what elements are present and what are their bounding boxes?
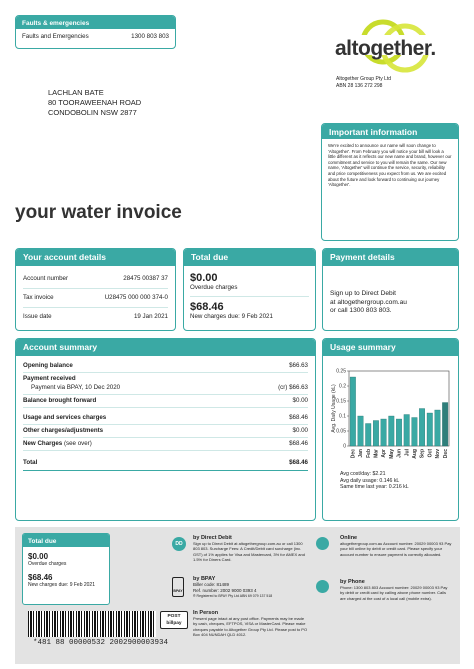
chart-bar <box>389 416 395 446</box>
summary-total-value: $68.46 <box>289 459 308 466</box>
overdue-amount: $0.00 <box>190 272 218 284</box>
account-details-card <box>15 248 176 331</box>
bpay-ref: Ref. number: 2002 9000 0393 4 <box>193 587 257 593</box>
direct-debit-text: Sign up to Direct Debit at altogethergroup.com.au or call 1300 803 803. Surcharge Fees: A Credit/Debit card surcharge (inc. GST) of 1% applies for Visa and Mastercard, 3% for AMEX and 1.5% for Diners Card. <box>193 541 305 563</box>
chart-bar <box>350 377 356 446</box>
chart-bar <box>358 416 364 446</box>
overdue-label: Overdue charges <box>190 284 238 291</box>
phone-title: by Phone <box>340 579 365 585</box>
customer-address <box>48 88 141 118</box>
issue-date-value: 19 Jan 2021 <box>133 313 168 320</box>
bpay-logo: BPAY <box>172 577 184 597</box>
payment-link[interactable]: at altogethergroup.com.au <box>330 298 407 306</box>
chart-x-tick-label: May <box>388 449 395 459</box>
chart-x-tick-label: Feb <box>365 449 372 458</box>
summary-value: $0.00 <box>292 427 308 434</box>
chart-y-tick-label: 0.1 <box>339 413 346 420</box>
usage-stat: Same time last year: 0.216 kL <box>340 484 409 490</box>
faults-phone[interactable]: 1300 803 803 <box>131 33 169 40</box>
chart-x-tick-label: Oct <box>427 449 434 458</box>
chart-x-tick-label: Mar <box>373 449 380 458</box>
stub-total-title: Total due <box>23 534 109 547</box>
payment-line: or call 1300 803 803. <box>330 307 392 314</box>
computer-icon <box>316 537 329 550</box>
phone-icon <box>316 580 329 593</box>
important-info-box <box>321 123 459 241</box>
online-section <box>340 535 452 557</box>
chart-bar <box>412 418 418 447</box>
bpay-note: ® Registered to BPAY Pty Ltd ABN 69 079 137 518 <box>193 593 273 598</box>
usage-summary-card <box>322 338 459 521</box>
tax-invoice-label: Tax invoice <box>23 294 54 301</box>
stub-total-box <box>22 533 110 605</box>
chart-bar <box>435 410 441 446</box>
phone-text: Phone: 1300 803 803 Account number: 20029 00003 93 Pay by debit or credit card by calling above phone number. Calls are charged at the cost of a local call (mobile extra). <box>340 585 448 601</box>
address-line: LACHLAN BATE <box>48 88 104 97</box>
summary-label: Other charges/adjustments <box>23 427 104 434</box>
chart-y-axis-label: Avg. Daily Usage (kL) <box>331 384 337 433</box>
chart-x-tick-label: Dec <box>350 449 357 459</box>
chart-bar <box>396 419 402 446</box>
chart-x-tick-label: Jul <box>404 449 411 457</box>
important-info-title: Important information <box>322 124 458 139</box>
chart-x-tick-label: Apr <box>381 449 388 458</box>
faults-label: Faults and Emergencies <box>22 33 89 40</box>
chart-y-tick-label: 0.05 <box>336 428 346 435</box>
usage-summary-title: Usage summary <box>323 339 458 356</box>
direct-debit-icon: DD <box>172 537 186 551</box>
in-person-section <box>193 610 309 638</box>
stub-new-label: New charges due: 9 Feb 2021 <box>28 582 95 588</box>
address-line: CONDOBOLIN NSW 2877 <box>48 108 137 117</box>
online-text: altogethergroup.com.au Account number: 20029 00003 93 Pay your bill online by debit or credit card. Please specify your account number to ensure payment is correctly allocated. <box>340 541 452 557</box>
bpay-title: by BPAY <box>193 576 216 582</box>
logo-wordmark: altogether. <box>335 37 436 60</box>
company-abn: ABN 28 136 272 298 <box>336 83 383 89</box>
account-summary-title: Account summary <box>16 339 315 356</box>
summary-label: Usage and services charges <box>23 414 107 421</box>
summary-label: New Charges <box>23 440 63 447</box>
chart-bar <box>381 419 387 446</box>
phone-section <box>340 579 452 601</box>
summary-label: Payment via BPAY, 10 Dec 2020 <box>31 384 121 391</box>
usage-stat: Avg cost/day: $2.21 <box>340 471 386 477</box>
important-info-text: We're excited to announce our name will soon change to 'Altogether'. From February you will notice your bill will look a little different as it reflects our new name and brand, however our commitment and service to you will remain the same. Our new name, 'Altogether' will continue the service, security, reliability and price competitiveness you expect from us. We are excited about the future and look forward to continuing our journey 'Altogether'. <box>328 143 452 188</box>
summary-value: $0.00 <box>292 397 308 404</box>
summary-label: Payment received <box>23 375 76 382</box>
faults-title: Faults & emergencies <box>16 16 175 29</box>
stub-new-amount: $68.46 <box>28 573 53 582</box>
chart-bar <box>373 421 379 447</box>
summary-label: Balance brought forward <box>23 397 97 404</box>
chart-x-tick-label: Sep <box>419 449 426 459</box>
chart-y-tick-label: 0.15 <box>336 398 346 405</box>
chart-bar <box>442 403 448 447</box>
chart-x-tick-label: Nov <box>435 449 442 459</box>
summary-note: (see over) <box>63 440 92 447</box>
summary-value: (cr) $66.63 <box>278 384 308 391</box>
chart-y-tick-label: 0.2 <box>339 383 346 390</box>
chart-x-tick-label: Jun <box>396 449 403 458</box>
usage-stat: Avg daily usage: 0.146 kL <box>340 477 400 484</box>
chart-y-tick-label: 0 <box>343 443 346 450</box>
account-summary-card <box>15 338 316 521</box>
in-person-text: Present page intact at any post office. Payments may be made by cash, cheques, EFTPOS, VISA or MasterCard. Please make cheques payable to Altogether Group Pty Ltd. Please post to PO Box 404 NUNDAH QLD 4012. <box>193 616 308 638</box>
summary-value: $68.46 <box>289 440 308 447</box>
chart-bar <box>427 413 433 446</box>
online-title: Online <box>340 535 358 541</box>
post-billpay-logo: POST billpay <box>160 611 188 629</box>
chart-y-tick-label: 0.25 <box>336 368 346 375</box>
payment-details-card <box>322 248 459 331</box>
payment-details-title: Payment details <box>323 249 458 266</box>
chart-bar <box>419 409 425 447</box>
in-person-title: In Person <box>193 610 219 616</box>
summary-label: Opening balance <box>23 362 73 369</box>
summary-value: $66.63 <box>289 362 308 369</box>
new-charges-amount: $68.46 <box>190 301 224 313</box>
invoice-title: your water invoice <box>15 202 182 223</box>
account-number-value: 28475 00387 37 <box>123 275 168 282</box>
chart-bar <box>365 424 371 447</box>
chart-bar <box>404 415 410 447</box>
new-charges-due: New charges due: 9 Feb 2021 <box>190 313 273 320</box>
chart-x-tick-label: Dec <box>442 449 449 459</box>
usage-chart <box>323 359 458 479</box>
company-name: Altogether Group Pty Ltd <box>336 76 392 82</box>
stub-overdue-amount: $0.00 <box>28 552 49 561</box>
issue-date-label: Issue date <box>23 313 52 320</box>
payment-line: Sign up to Direct Debit <box>330 290 396 297</box>
bpay-section <box>193 576 318 599</box>
summary-value: $68.46 <box>289 414 308 421</box>
total-due-title: Total due <box>184 249 315 266</box>
summary-total-label: Total <box>23 459 38 466</box>
faults-box <box>15 15 176 49</box>
barcode <box>28 611 156 637</box>
stub-overdue-label: Overdue charges <box>28 561 67 567</box>
account-number-label: Account number <box>23 275 69 282</box>
chart-x-tick-label: Aug <box>411 449 418 459</box>
tax-invoice-value: U28475 000 000 374-0 <box>104 294 168 301</box>
barcode-number: *481 88 00000532 2002900003934 <box>33 639 169 647</box>
address-line: 80 TOORAWEENAH ROAD <box>48 98 142 107</box>
chart-x-tick-label: Jan <box>358 449 365 458</box>
direct-debit-section <box>193 535 305 563</box>
account-details-title: Your account details <box>16 249 175 266</box>
direct-debit-title: by Direct Debit <box>193 535 232 541</box>
total-due-card <box>183 248 316 331</box>
bpay-biller: Biller code: 81489 <box>193 582 230 587</box>
